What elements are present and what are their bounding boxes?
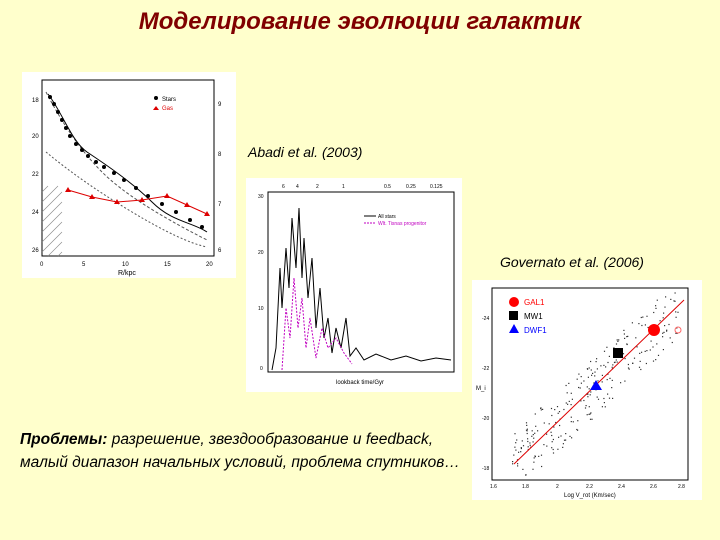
scatter-point bbox=[639, 367, 640, 368]
scatter-point bbox=[586, 405, 587, 406]
caption-abadi: Abadi et al. (2003) bbox=[248, 144, 363, 160]
scatter-point bbox=[668, 324, 669, 325]
scatter-point bbox=[581, 376, 582, 377]
mw1-marker bbox=[613, 348, 623, 358]
scatter-point bbox=[541, 466, 542, 467]
top-tick: 0.5 bbox=[384, 184, 391, 190]
x-tick: 0 bbox=[40, 262, 44, 268]
legend-gas: Gas bbox=[162, 106, 174, 112]
scatter-point bbox=[629, 369, 630, 370]
scatter-point bbox=[587, 396, 588, 397]
y-tick: 30 bbox=[258, 194, 264, 200]
y-tick: -20 bbox=[482, 416, 490, 422]
scatter-point bbox=[676, 317, 677, 318]
scatter-point bbox=[658, 355, 659, 356]
scatter-point bbox=[590, 394, 591, 395]
scatter-point bbox=[663, 317, 664, 318]
scatter-point bbox=[607, 379, 608, 380]
scatter-point bbox=[604, 402, 605, 403]
scatter-point bbox=[571, 393, 572, 394]
scatter-point bbox=[637, 346, 638, 347]
scatter-point bbox=[589, 367, 590, 368]
scatter-point bbox=[605, 366, 606, 367]
scatter-point bbox=[628, 367, 629, 368]
scatter-point bbox=[549, 423, 550, 424]
scatter-point bbox=[655, 308, 656, 309]
scatter-point bbox=[572, 399, 573, 400]
scatter-point bbox=[598, 399, 599, 400]
scatter-point bbox=[590, 419, 591, 420]
y-tick: 0 bbox=[260, 366, 263, 372]
scatter-point bbox=[552, 441, 553, 442]
scatter-point bbox=[603, 398, 604, 399]
figure-tully-fisher bbox=[472, 280, 702, 500]
scatter-point bbox=[675, 311, 676, 312]
scatter-point bbox=[651, 341, 652, 342]
scatter-point bbox=[604, 351, 605, 352]
scatter-point bbox=[551, 432, 552, 433]
scatter-point bbox=[587, 369, 588, 370]
scatter-point bbox=[609, 378, 610, 379]
scatter-point bbox=[591, 375, 592, 376]
legend-dwf1: DWF1 bbox=[524, 326, 547, 335]
problems-label: Проблемы: bbox=[20, 431, 108, 448]
stars-points bbox=[48, 95, 204, 229]
fit-line bbox=[514, 300, 684, 464]
problems-body: разрешение, звездообразование и feedback, малый диапазон начальных условий, проблема спутников… bbox=[20, 431, 460, 471]
scatter-point bbox=[623, 353, 624, 354]
scatter-point bbox=[568, 383, 569, 384]
top-tick: 1 bbox=[342, 184, 345, 190]
scatter-point bbox=[563, 409, 564, 410]
scatter-point bbox=[543, 444, 544, 445]
scatter-point bbox=[587, 386, 588, 387]
top-tick: 0.125 bbox=[430, 184, 443, 190]
scatter-point bbox=[617, 362, 618, 363]
scatter-point bbox=[535, 426, 536, 427]
scatter-point bbox=[535, 413, 536, 414]
scatter-point bbox=[653, 361, 654, 362]
x-tick: 2.6 bbox=[650, 484, 657, 490]
scatter-point bbox=[663, 313, 664, 314]
scatter-point bbox=[612, 380, 613, 381]
scatter-point bbox=[673, 300, 674, 301]
scatter-point bbox=[590, 391, 591, 392]
scatter-point bbox=[591, 369, 592, 370]
scatter-point bbox=[594, 372, 595, 373]
figure-sfr bbox=[246, 178, 462, 392]
scatter-point bbox=[672, 342, 673, 343]
slide-title: Моделирование эволюции галактик bbox=[138, 8, 582, 35]
scatter-point bbox=[560, 435, 561, 436]
progenitor-series bbox=[282, 278, 352, 370]
dwf1-legend-marker bbox=[509, 324, 519, 333]
scatter-point bbox=[554, 409, 555, 410]
scatter-point bbox=[617, 341, 618, 342]
scatter-point bbox=[611, 387, 612, 388]
problems-text bbox=[20, 428, 480, 474]
scatter-point bbox=[640, 369, 641, 370]
scatter-point bbox=[660, 320, 661, 321]
y2-tick: 9 bbox=[218, 102, 222, 108]
scatter-point bbox=[529, 442, 530, 443]
scatter-point bbox=[612, 398, 613, 399]
x-tick: 15 bbox=[164, 262, 171, 268]
scatter-point bbox=[642, 317, 643, 318]
scatter-point bbox=[520, 451, 521, 452]
x-axis-label: R/kpc bbox=[118, 270, 136, 277]
scatter-point bbox=[634, 358, 635, 359]
scatter-point bbox=[605, 406, 606, 407]
scatter-point bbox=[515, 442, 516, 443]
scatter-point bbox=[623, 330, 624, 331]
scatter-point bbox=[670, 299, 671, 300]
scatter-point bbox=[559, 411, 560, 412]
scatter-point bbox=[576, 429, 577, 430]
scatter-point bbox=[624, 381, 625, 382]
scatter-point bbox=[559, 425, 560, 426]
scatter-point bbox=[653, 312, 654, 313]
scatter-point bbox=[655, 359, 656, 360]
scatter-point bbox=[525, 475, 526, 476]
scatter-point bbox=[585, 407, 586, 408]
scatter-point bbox=[553, 452, 554, 453]
scatter-point bbox=[594, 375, 595, 376]
scatter-point bbox=[652, 346, 653, 347]
scatter-point bbox=[532, 430, 533, 431]
top-tick: 0.25 bbox=[406, 184, 416, 190]
y-tick: 24 bbox=[32, 210, 39, 216]
scatter-point bbox=[670, 337, 671, 338]
scatter-point bbox=[588, 377, 589, 378]
scatter-point bbox=[632, 363, 633, 364]
scatter-point bbox=[551, 408, 552, 409]
scatter-point bbox=[578, 387, 579, 388]
scatter-point bbox=[558, 437, 559, 438]
scatter-point bbox=[583, 380, 584, 381]
scatter-point bbox=[635, 337, 636, 338]
scatter-point bbox=[663, 349, 664, 350]
scatter-point bbox=[541, 409, 542, 410]
scatter-point bbox=[532, 469, 533, 470]
scatter-point bbox=[567, 404, 568, 405]
scatter-point bbox=[664, 307, 665, 308]
scatter-point bbox=[632, 322, 633, 323]
scatter-point bbox=[563, 443, 564, 444]
scatter-point bbox=[641, 352, 642, 353]
scatter-point bbox=[646, 316, 647, 317]
scatter-point bbox=[546, 446, 547, 447]
y-tick: 18 bbox=[32, 98, 39, 104]
scatter-point bbox=[645, 324, 646, 325]
x-tick: 1.6 bbox=[490, 484, 497, 490]
scatter-point bbox=[571, 404, 572, 405]
scatter-point bbox=[537, 430, 538, 431]
scatter-point bbox=[616, 343, 617, 344]
scatter-point bbox=[596, 361, 597, 362]
legend-stars: Stars bbox=[162, 97, 177, 103]
scatter-point bbox=[533, 434, 534, 435]
y-tick: 20 bbox=[32, 134, 39, 140]
scatter-point bbox=[533, 438, 534, 439]
scatter-point bbox=[527, 433, 528, 434]
scatter-point bbox=[624, 338, 625, 339]
scatter-point bbox=[675, 292, 676, 293]
all-stars-series bbox=[272, 208, 451, 370]
scatter-point bbox=[616, 359, 617, 360]
figure-abadi-plot bbox=[22, 72, 236, 278]
scatter-point bbox=[517, 463, 518, 464]
scatter-point bbox=[571, 437, 572, 438]
scatter-point bbox=[657, 300, 658, 301]
scatter-point bbox=[618, 339, 619, 340]
y-tick: -22 bbox=[482, 366, 490, 372]
scatter-point bbox=[625, 358, 626, 359]
scatter-point bbox=[677, 312, 678, 313]
scatter-point bbox=[534, 433, 535, 434]
scatter-point bbox=[656, 343, 657, 344]
scatter-point bbox=[602, 375, 603, 376]
scatter-point bbox=[639, 353, 640, 354]
scatter-point bbox=[553, 427, 554, 428]
scatter-point bbox=[641, 325, 642, 326]
scatter-point bbox=[663, 332, 664, 333]
scatter-point bbox=[580, 387, 581, 388]
scatter-point bbox=[573, 421, 574, 422]
scatter-point bbox=[591, 419, 592, 420]
scatter-point bbox=[607, 394, 608, 395]
x-tick: 20 bbox=[206, 262, 213, 268]
scatter-point bbox=[562, 447, 563, 448]
x-tick: 2.4 bbox=[618, 484, 625, 490]
scatter-point bbox=[596, 358, 597, 359]
scatter-point bbox=[522, 469, 523, 470]
legend-gal1: GAL1 bbox=[524, 298, 545, 307]
scatter-point bbox=[551, 415, 552, 416]
scatter-point bbox=[533, 462, 534, 463]
scatter-point bbox=[606, 347, 607, 348]
scatter-point bbox=[551, 435, 552, 436]
scatter-point bbox=[526, 430, 527, 431]
scatter-point bbox=[638, 323, 639, 324]
x-tick: 2 bbox=[556, 484, 559, 490]
scatter-point bbox=[628, 364, 629, 365]
scatter-point bbox=[540, 407, 541, 408]
x-tick: 5 bbox=[82, 262, 86, 268]
scatter-point bbox=[602, 381, 603, 382]
x-axis-label: lookback time/Gyr bbox=[336, 380, 385, 386]
scatter-point bbox=[578, 374, 579, 375]
scatter-point bbox=[583, 400, 584, 401]
scatter-point bbox=[512, 461, 513, 462]
scatter-point bbox=[528, 446, 529, 447]
scatter-point bbox=[614, 362, 615, 363]
scatter-point bbox=[565, 440, 566, 441]
scatter-point bbox=[515, 450, 516, 451]
scatter-point bbox=[564, 440, 565, 441]
scatter-point bbox=[577, 420, 578, 421]
scatter-point bbox=[551, 447, 552, 448]
legend-progenitor: Wlt. Tisnas progenitor bbox=[378, 221, 427, 227]
scatter-point bbox=[589, 406, 590, 407]
scatter-point bbox=[666, 331, 667, 332]
scatter-point bbox=[617, 339, 618, 340]
scatter-point bbox=[597, 380, 598, 381]
gas-series bbox=[68, 190, 207, 214]
scatter-point bbox=[523, 445, 524, 446]
scatter-point bbox=[569, 401, 570, 402]
scatter-point bbox=[516, 439, 517, 440]
scatter-point bbox=[590, 412, 591, 413]
scatter-point bbox=[526, 425, 527, 426]
scatter-point bbox=[542, 409, 543, 410]
y2-tick: 7 bbox=[218, 202, 222, 208]
scatter-point bbox=[571, 421, 572, 422]
stars-series bbox=[48, 94, 207, 232]
scatter-point bbox=[664, 325, 665, 326]
scatter-point bbox=[531, 436, 532, 437]
gal1-legend-marker bbox=[509, 297, 519, 307]
scatter-point bbox=[612, 364, 613, 365]
y2-tick: 8 bbox=[218, 152, 222, 158]
scatter-point bbox=[553, 449, 554, 450]
scatter-point bbox=[534, 457, 535, 458]
scatter-point bbox=[512, 463, 513, 464]
x-axis-label: Log V_rot (Km/sec) bbox=[564, 493, 616, 499]
x-tick: 2.8 bbox=[678, 484, 685, 490]
scatter-point bbox=[546, 434, 547, 435]
scatter-point bbox=[641, 317, 642, 318]
scatter-point bbox=[533, 441, 534, 442]
scatter-point bbox=[627, 336, 628, 337]
scatter-point bbox=[602, 406, 603, 407]
scatter-point bbox=[645, 351, 646, 352]
mw1-legend-marker bbox=[509, 311, 518, 320]
scatter-point bbox=[513, 455, 514, 456]
scatter-point bbox=[646, 350, 647, 351]
y-axis-label: M_i bbox=[476, 386, 486, 392]
scatter-point bbox=[571, 417, 572, 418]
scatter-point bbox=[600, 365, 601, 366]
scatter-point bbox=[607, 362, 608, 363]
scatter-point bbox=[566, 385, 567, 386]
scatter-point bbox=[603, 365, 604, 366]
gal1-marker bbox=[648, 324, 660, 336]
legend-mw1: MW1 bbox=[524, 312, 543, 321]
top-tick: 6 bbox=[282, 184, 285, 190]
scatter-point bbox=[557, 406, 558, 407]
scatter-point bbox=[544, 422, 545, 423]
scatter-point bbox=[521, 447, 522, 448]
scatter-point bbox=[557, 449, 558, 450]
scatter-point bbox=[587, 414, 588, 415]
x-tick: 1.8 bbox=[522, 484, 529, 490]
scatter-point bbox=[650, 349, 651, 350]
scatter-point bbox=[655, 305, 656, 306]
scatter-point bbox=[527, 441, 528, 442]
scatter-point bbox=[590, 361, 591, 362]
y-tick: 26 bbox=[32, 248, 39, 254]
scatter-point bbox=[662, 333, 663, 334]
scatter-point bbox=[538, 456, 539, 457]
scatter-point bbox=[609, 356, 610, 357]
scatter-point bbox=[597, 397, 598, 398]
scatter-point bbox=[566, 402, 567, 403]
y-tick: 10 bbox=[258, 306, 264, 312]
scatter-point bbox=[517, 465, 518, 466]
scatter-point bbox=[589, 414, 590, 415]
figure-tully-fisher-plot bbox=[472, 280, 702, 500]
caption-governato: Governato et al. (2006) bbox=[500, 254, 644, 270]
scatter-point bbox=[597, 368, 598, 369]
scatter-point bbox=[620, 382, 621, 383]
x-tick: 10 bbox=[122, 262, 129, 268]
scatter-point bbox=[541, 455, 542, 456]
scatter-point bbox=[609, 398, 610, 399]
y-tick: 22 bbox=[32, 172, 39, 178]
y2-tick: 6 bbox=[218, 248, 222, 254]
figure-sfr-plot bbox=[246, 178, 462, 392]
scatter-point bbox=[612, 367, 613, 368]
scatter-point bbox=[553, 439, 554, 440]
scatter-point bbox=[662, 336, 663, 337]
scatter-point bbox=[577, 379, 578, 380]
scatter-point bbox=[589, 388, 590, 389]
top-tick: 2 bbox=[316, 184, 319, 190]
scatter-point bbox=[640, 361, 641, 362]
scatter-point bbox=[624, 333, 625, 334]
x-tick: 2.2 bbox=[586, 484, 593, 490]
figure-abadi bbox=[22, 72, 236, 278]
scatter-point bbox=[565, 433, 566, 434]
scatter-point bbox=[514, 447, 515, 448]
scatter-point bbox=[522, 440, 523, 441]
y-tick: -24 bbox=[482, 316, 490, 322]
y-tick: 20 bbox=[258, 250, 264, 256]
y-tick: -18 bbox=[482, 466, 490, 472]
scatter-point bbox=[569, 436, 570, 437]
scatter-point bbox=[581, 383, 582, 384]
scatter-point bbox=[592, 373, 593, 374]
scatter-point bbox=[558, 413, 559, 414]
scatter-point bbox=[526, 422, 527, 423]
scatter-point bbox=[665, 296, 666, 297]
scatter-point bbox=[627, 344, 628, 345]
scatter-point bbox=[527, 438, 528, 439]
scatter-point bbox=[646, 363, 647, 364]
scatter-point bbox=[534, 455, 535, 456]
scatter-point bbox=[530, 445, 531, 446]
legend-all-stars: All stars bbox=[378, 214, 396, 220]
top-tick: 4 bbox=[296, 184, 299, 190]
scatter-point bbox=[567, 392, 568, 393]
scatter-point bbox=[514, 433, 515, 434]
scatter-point bbox=[518, 452, 519, 453]
